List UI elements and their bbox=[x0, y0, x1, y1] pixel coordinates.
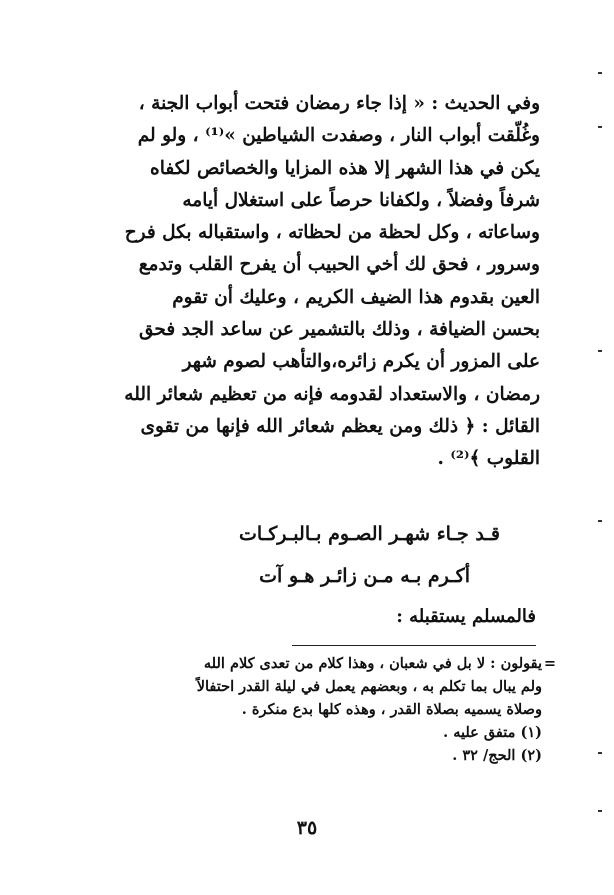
text-line: على المزور أن يكرم زائره،والتأهب لصوم شهر bbox=[182, 351, 540, 373]
text-line: العين بقدوم هذا الضيف الكريم ، وعليك أن تقوم bbox=[172, 286, 540, 308]
text-line: وساعاته ، وكل لحظة من لحظاته ، واستقباله بكل فرح bbox=[124, 222, 540, 244]
poem-verse-1: قـد جـاء شهـر الصـوم بـالبـركـات bbox=[238, 523, 500, 545]
footnote-line: يقولون : لا بل في شعبان ، وهذا كلام من تعدى كلام الله bbox=[203, 655, 542, 672]
footnote-2: (٢) الحج/ ٣٢ . bbox=[452, 747, 542, 764]
page-number: ٣٥ bbox=[296, 817, 318, 839]
text-line: القلوب ﴾⁽²⁾ . bbox=[437, 448, 540, 470]
footnote-separator bbox=[292, 645, 536, 646]
margin-mark bbox=[598, 72, 602, 74]
main-paragraph bbox=[120, 88, 540, 476]
text-line: وسرور ، فحق لك أخي الحبيب أن يفرح القلب وتدمع bbox=[138, 254, 540, 276]
text-line: بحسن الضيافة ، وذلك بالتشمير عن ساعد الجد فحق bbox=[138, 319, 540, 341]
continuation-mark: = bbox=[543, 655, 556, 672]
poem-verse-2: أكـرم بـه مـن زائـر هـو آت bbox=[259, 565, 470, 587]
footnote-1: (١) متفق عليه . bbox=[443, 724, 542, 741]
margin-mark bbox=[598, 810, 602, 812]
margin-mark bbox=[598, 126, 602, 128]
margin-mark bbox=[598, 350, 602, 352]
text-line: رمضان ، والاستعداد لقدومه فإنه من تعظيم شعائر الله bbox=[124, 383, 540, 405]
footnote-line: ولم يبال بما تكلم به ، وبعضهم يعمل في ليلة القدر احتفالاً bbox=[196, 678, 542, 695]
margin-mark bbox=[598, 520, 602, 522]
text-line: وغُلّقت أبواب النار ، وصفدت الشياطين »⁽¹⁾ ، ولو لم bbox=[137, 125, 540, 147]
text-line: شرفاً وفضلاً ، ولكفانا حرصاً على استغلال أيامه bbox=[182, 189, 540, 211]
footnotes bbox=[120, 652, 556, 767]
margin-mark bbox=[598, 752, 602, 754]
text-line: وفي الحديث : « إذا جاء رمضان فتحت أبواب الجنة ، bbox=[138, 93, 540, 114]
text-line: يكن في هذا الشهر إلا هذه المزايا والخصائص لكفاه bbox=[150, 157, 540, 179]
footnote-line: وصلاة يسميه بصلاة القدر ، وهذه كلها بدع منكرة . bbox=[241, 701, 542, 718]
lead-in-text: فالمسلم يستقبله : bbox=[396, 606, 536, 627]
text-line: القائل : ﴿ ذلك ومن يعظم شعائر الله فإنها من تقوى bbox=[140, 415, 540, 437]
